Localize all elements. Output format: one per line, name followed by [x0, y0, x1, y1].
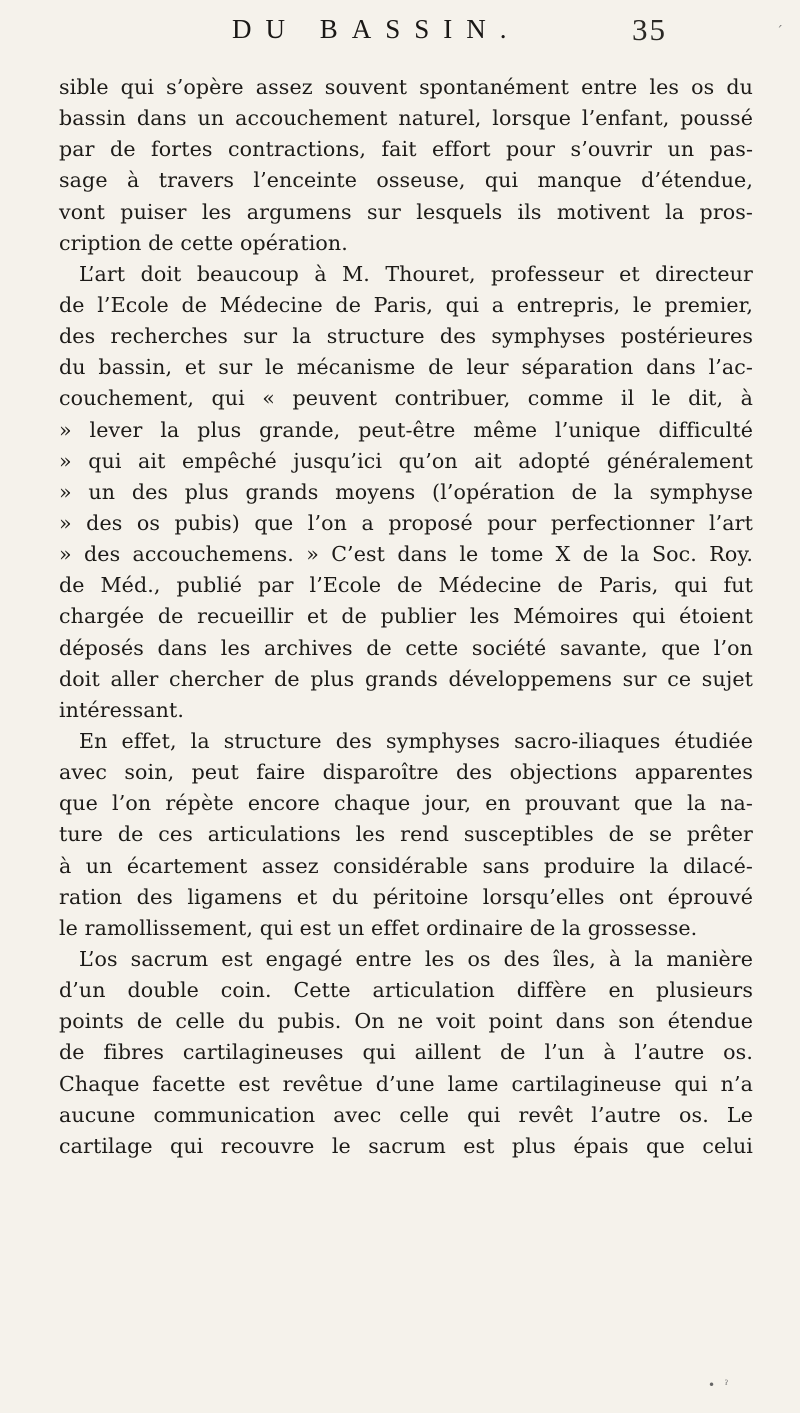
text-line: de l’Ecole de Médecine de Paris, qui a entrepris, le premier, [59, 292, 753, 317]
text-line: avec soin, peut faire disparoître des objections apparentes [59, 760, 753, 785]
text-line: déposés dans les archives de cette société savante, que l’on [59, 635, 753, 660]
footer-mark: • ˀ [708, 1378, 732, 1392]
text-line: des recherches sur la structure des symphyses postérieures [59, 324, 753, 349]
quote-line: » un des plus grands moyens (l’opération de la symphyse [59, 479, 753, 504]
quote-line: » lever la plus grande, peut-être même l’unique difficulté [59, 417, 753, 442]
text-line: Chaque facette est revêtue d’une lame cartilagineuse qui n’a [59, 1071, 753, 1096]
text-line: cription de cette opération. [59, 230, 348, 255]
text-line: sible qui s’opère assez souvent spontanément entre les os du [59, 75, 753, 99]
text-line: couchement, qui « peuvent contribuer, comme il le dit, à [59, 386, 753, 411]
text-line: par de fortes contractions, fait effort pour s’ouvrir un pas- [59, 137, 753, 162]
text-line: de Méd., publié par l’Ecole de Médecine de Paris, qui fut [59, 573, 753, 598]
text-line: bassin dans un accouchement naturel, lorsque l’enfant, poussé [59, 106, 753, 131]
quote-line: » des os pubis) que l’on a proposé pour perfectionner l’art [59, 510, 753, 535]
body-text [59, 72, 753, 1162]
text-line: à un écartement assez considérable sans produire la dilacé- [59, 853, 753, 878]
text-line: sage à travers l’enceinte osseuse, qui manque d’étendue, [59, 168, 753, 193]
running-title: DU BASSIN. [232, 14, 521, 44]
corner-mark: ´ [776, 24, 783, 40]
paragraph-start: En effet, la structure des symphyses sacro-iliaques étudiée [79, 728, 753, 753]
text-line: intéressant. [59, 697, 185, 722]
text-line: aucune communication avec celle qui revêt l’autre os. Le [59, 1102, 753, 1127]
quote-line: » qui ait empêché jusqu’ici qu’on ait adopté généralement [59, 448, 753, 473]
quote-line: » des accouchemens. » C’est dans le tome X de la Soc. Roy. [59, 542, 753, 567]
text-line: du bassin, et sur le mécanisme de leur séparation dans l’ac- [59, 355, 753, 380]
text-line: ture de ces articulations les rend susceptibles de se prêter [59, 822, 753, 847]
text-line: points de celle du pubis. On ne voit point dans son étendue [59, 1009, 753, 1034]
text-line: vont puiser les argumens sur lesquels ils motivent la pros- [59, 199, 753, 224]
text-line: le ramollissement, qui est un effet ordinaire de la grossesse. [59, 915, 698, 940]
text-line: d’un double coin. Cette articulation diffère en plusieurs [59, 978, 753, 1003]
text-line: de fibres cartilagineuses qui aillent de l’un à l’autre os. [59, 1040, 753, 1065]
paragraph-start: L’os sacrum est engagé entre les os des îles, à la manière [79, 946, 753, 971]
text-line: doit aller chercher de plus grands développemens sur ce sujet [59, 666, 753, 691]
paragraph-start: L’art doit beaucoup à M. Thouret, professeur et directeur [79, 261, 753, 286]
text-line: chargée de recueillir et de publier les Mémoires qui étoient [59, 604, 753, 629]
text-line: ration des ligamens et du péritoine lorsqu’elles ont éprouvé [59, 884, 753, 909]
page-number: 35 [632, 12, 667, 47]
text-line: cartilage qui recouvre le sacrum est plus épais que celui [59, 1133, 753, 1158]
text-line: que l’on répète encore chaque jour, en prouvant que la na- [59, 791, 753, 816]
